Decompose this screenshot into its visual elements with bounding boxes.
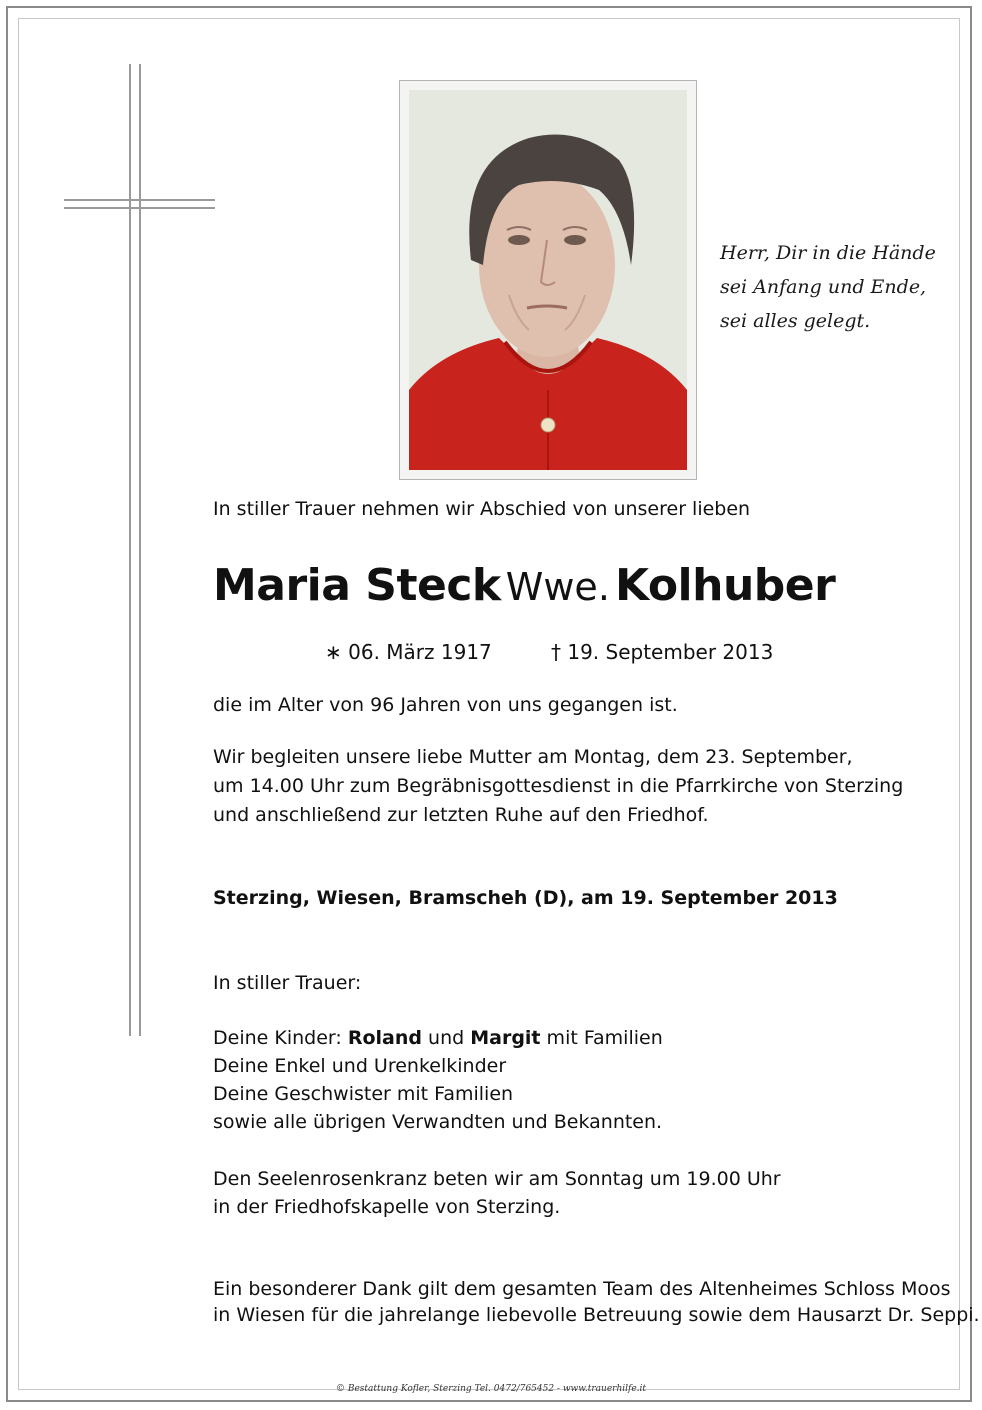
funeral-line: um 14.00 Uhr zum Begräbnisgottesdienst in die Pfarrkirche von Sterzing <box>213 775 904 797</box>
thanks-line: in Wiesen für die jahrelange liebevolle Betreuung sowie dem Hausarzt Dr. Seppi. <box>213 1304 980 1326</box>
death-date: † 19. September 2013 <box>551 640 774 664</box>
deceased-maiden-name: Kolhuber <box>615 560 836 611</box>
cross-horizontal-line <box>64 199 215 201</box>
funeral-line: und anschließend zur letzten Ruhe auf den Friedhof. <box>213 804 709 826</box>
child-name: Roland <box>347 1027 422 1049</box>
children-prefix: Deine Kinder: <box>213 1027 348 1049</box>
verse-line: sei alles gelegt. <box>720 310 871 332</box>
mourning-heading: In stiller Trauer: <box>213 972 362 994</box>
funeral-line: Wir begleiten unsere liebe Mutter am Montag, dem 23. September, <box>213 746 853 768</box>
cross-vertical-line <box>139 64 141 1036</box>
verse-line: Herr, Dir in die Hände <box>720 242 936 264</box>
thanks-line: Ein besonderer Dank gilt dem gesamten Team des Altenheimes Schloss Moos <box>213 1278 951 1300</box>
intro-text: In stiller Trauer nehmen wir Abschied von unserer lieben <box>213 498 751 520</box>
portrait-frame <box>399 80 697 480</box>
mourners-line: Deine Geschwister mit Familien <box>213 1083 514 1105</box>
deceased-first-name: Maria Steck <box>213 560 501 611</box>
deceased-name <box>213 560 835 611</box>
verse-line: sei Anfang und Ende, <box>720 276 927 298</box>
bible-verse <box>720 236 960 338</box>
place-date: Sterzing, Wiesen, Bramscheh (D), am 19. September 2013 <box>213 887 838 909</box>
footer-credit: © Bestattung Kofler, Sterzing Tel. 0472/765452 - www.trauerhilfe.it <box>335 1384 647 1394</box>
cross-horizontal-line <box>64 207 215 209</box>
cross-vertical-line <box>129 64 131 1036</box>
birth-date: ∗ 06. März 1917 <box>325 640 492 664</box>
age-statement: die im Alter von 96 Jahren von uns gegangen ist. <box>213 694 678 716</box>
portrait-photo <box>409 90 687 470</box>
child-name: Margit <box>470 1027 541 1049</box>
mourners-line: Deine Enkel und Urenkelkinder <box>213 1055 507 1077</box>
children-suffix: mit Familien <box>540 1027 663 1049</box>
rosary-line: Den Seelenrosenkranz beten wir am Sonntag um 19.00 Uhr <box>213 1168 781 1190</box>
widow-abbreviation: Wwe. <box>505 565 610 609</box>
rosary-line: in der Friedhofskapelle von Sterzing. <box>213 1196 561 1218</box>
mourners-line: sowie alle übrigen Verwandten und Bekannten. <box>213 1111 663 1133</box>
conjunction: und <box>421 1027 471 1049</box>
mourners-children <box>213 1027 663 1049</box>
